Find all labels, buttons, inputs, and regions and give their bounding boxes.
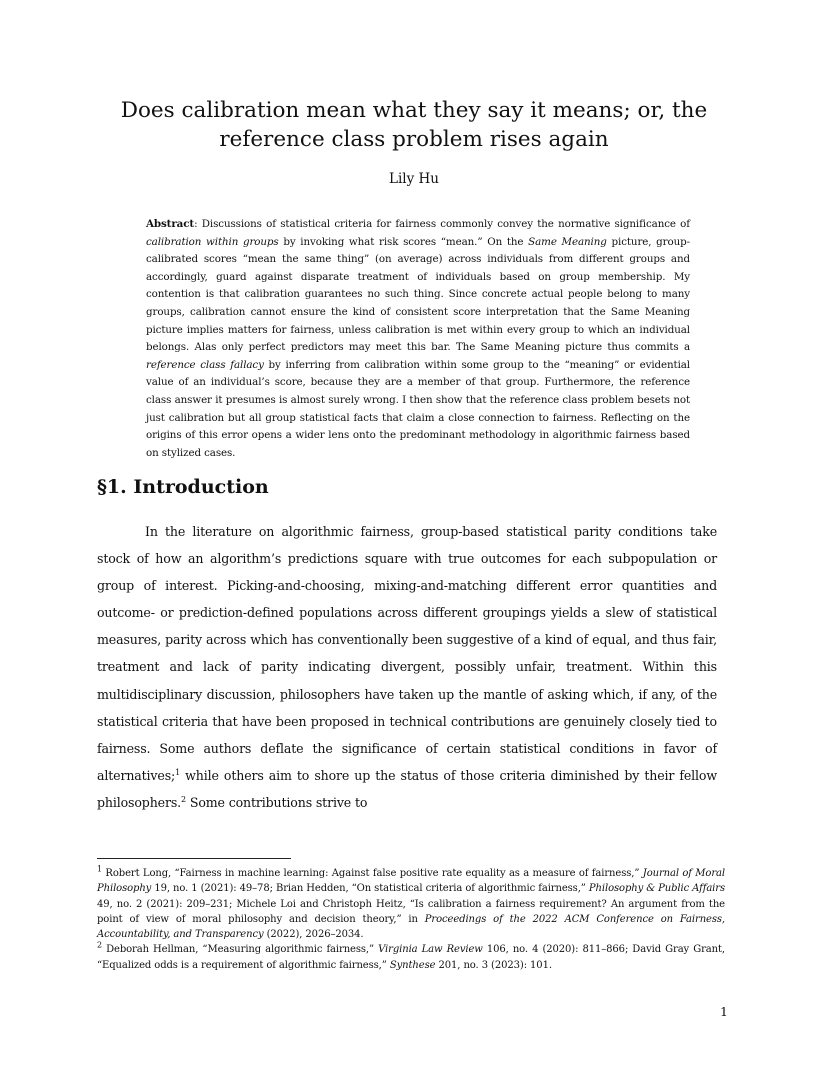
footnote-ref-2[interactable]: 2 xyxy=(181,794,186,804)
abstract-text: by inferring from calibration within some group to the “meaning” or evidential value of an individual’s score, because they are a member of that group. Furthermore, the reference class answer it presumes is almost surely wrong. I then show that the reference class problem besets not just calibration but all group statistical facts that claim a close connection to fairness. Reflecting on the origins of this error opens a wider lens onto the predominant methodology in algorithmic fairness based on stylized cases. xyxy=(146,358,690,459)
footnote-1 xyxy=(97,866,725,942)
section-heading: §1. Introduction xyxy=(97,476,269,498)
abstract-text: by invoking what risk scores “mean.” On the xyxy=(278,235,529,248)
footnote-text: 49, no. 2 (2021): 209–231; Michele Loi and Christoph Heitz, “Is calibration a fairness requirement? An argument from the point of view of moral philosophy and decision theory,” in xyxy=(97,898,725,925)
footnote-journal: Philosophy & Public Affairs xyxy=(588,883,725,895)
footnote-text: 201, no. 3 (2023): 101. xyxy=(435,959,552,971)
footnote-journal: Journal of Moral Philosophy xyxy=(97,868,725,895)
footnote-text: Deborah Hellman, “Measuring algorithmic fairness,” xyxy=(102,944,379,956)
abstract xyxy=(146,216,690,462)
body-text: In the literature on algorithmic fairness, group-based statistical parity conditions take stock of how an algorithm’s predictions square with true outcomes for each subpopulation or group of interest. Picking-and-choosing, mixing-and-matching different error quantities and outcome- or prediction-defined populations across different groupings yields a slew of statistical measures, parity across which has conventionally been suggestive of a kind of equal, and thus fair, treatment and lack of parity indicating divergent, possibly unfair, treatment. Within this multidisciplinary discussion, philosophers have taken up the mantle of asking which, if any, of the statistical criteria that have been proposed in technical contributions are genuinely closely tied to fairness. Some authors deflate the significance of certain statistical conditions in favor of alternatives; xyxy=(97,524,717,783)
footnote-text: 106, no. 4 (2020): 811–866; David Gray Grant, “Equalized odds is a requirement of algorithmic fairness,” xyxy=(97,944,725,971)
body-paragraph xyxy=(97,518,717,816)
footnote-divider xyxy=(97,858,291,859)
footnote-2 xyxy=(97,942,725,973)
abstract-text: picture, group-calibrated scores “mean the same thing” (on average) across individuals from different groups and accordingly, guard against disparate treatment of individuals based on group membership. My contention is that calibration guarantees no such thing. Since concrete actual people belong to many groups, calibration cannot ensure the kind of consistent score interpretation that the Same Meaning picture implies matters for fairness, unless calibration is met within every group to which an individual belongs. Alas only perfect predictors may meet this bar. The Same Meaning picture thus commits a xyxy=(146,235,690,354)
footnote-ref-1[interactable]: 1 xyxy=(175,767,181,777)
body-text: Some contributions strive to xyxy=(185,794,368,810)
footnote-number: 2 xyxy=(97,941,102,951)
abstract-text: : Discussions of statistical criteria for fairness commonly convey the normative significance of xyxy=(194,218,690,230)
footnote-text: Robert Long, “Fairness in machine learning: Against false positive rate equality as a measure of fairness,” xyxy=(102,868,643,879)
footnote-text: (2022), 2026–2034. xyxy=(263,929,364,941)
page-number: 1 xyxy=(720,1004,728,1019)
footnote-text: 19, no. 1 (2021): 49–78; Brian Hedden, “On statistical criteria of algorithmic fairness,” xyxy=(151,883,589,895)
footnotes xyxy=(97,866,725,973)
body-text: while others aim to shore up the status of those criteria diminished by their fellow philosophers. xyxy=(97,767,717,810)
footnote-journal: Virginia Law Review xyxy=(378,944,483,956)
footnote-journal: Synthese xyxy=(389,959,436,971)
author-name: Lily Hu xyxy=(389,171,439,187)
abstract-label: Abstract xyxy=(146,218,195,230)
footnote-number: 1 xyxy=(97,864,102,874)
abstract-emphasis: reference class fallacy xyxy=(146,358,264,371)
footnote-journal: Proceedings of the 2022 ACM Conference on Fairness, Accountability, and Transparency xyxy=(97,913,725,941)
paper-title: Does calibration mean what they say it means; or, the reference class problem rises again xyxy=(120,98,708,152)
abstract-emphasis: calibration within groups xyxy=(146,235,279,248)
abstract-emphasis: Same Meaning xyxy=(528,235,607,248)
